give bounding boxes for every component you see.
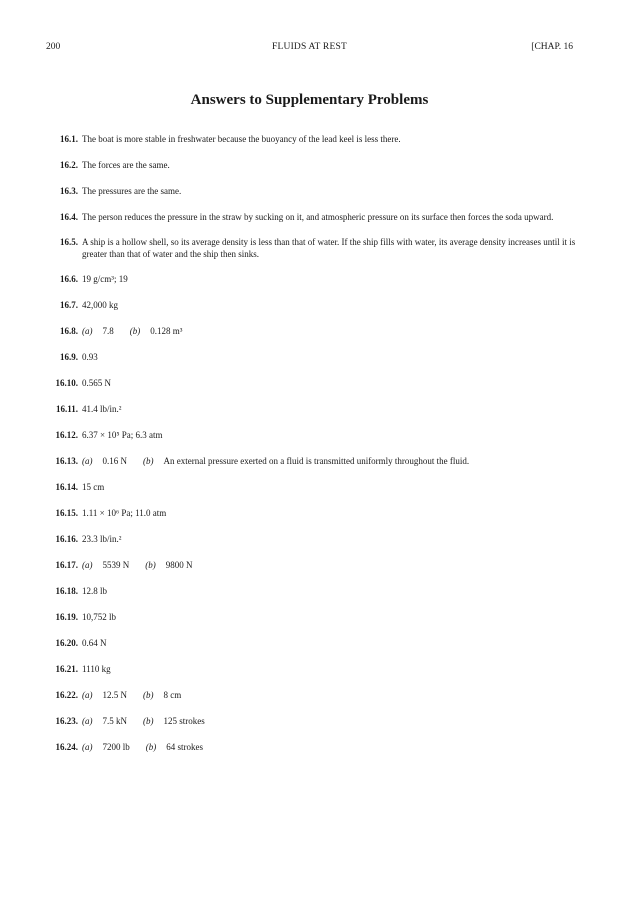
answer-text: 1.11 × 10⁶ Pa; 11.0 atm <box>82 507 167 518</box>
answer-item <box>40 663 580 675</box>
answer-item <box>40 273 580 285</box>
part-a-label: (a) <box>82 559 93 570</box>
answer-text: 42,000 kg <box>82 299 118 310</box>
answer-item <box>40 481 580 493</box>
answer-item <box>40 741 580 753</box>
part-a-value: 7200 lb <box>102 741 130 752</box>
answer-number: 16.15. <box>55 507 78 518</box>
answer-item <box>40 211 580 224</box>
part-b-value: 64 strokes <box>166 741 204 752</box>
answer-item <box>40 689 580 701</box>
part-a-value: 0.16 N <box>102 455 127 466</box>
part-b-label: (b) <box>145 741 157 752</box>
answer-item <box>40 299 580 311</box>
answer-number: 16.16. <box>55 533 78 544</box>
answer-text: 19 g/cm³; 19 <box>82 273 128 284</box>
part-a-value: 7.5 kN <box>102 715 127 726</box>
answer-parts <box>82 715 580 727</box>
answer-number: 16.8. <box>60 325 78 336</box>
answer-number: 16.1. <box>60 134 78 144</box>
answer-number: 16.12. <box>55 429 78 440</box>
answer-item <box>40 377 580 389</box>
answer-number: 16.7. <box>60 299 78 310</box>
page-number: 200 <box>46 42 61 52</box>
answer-text: 41.4 lb/in.² <box>82 403 122 414</box>
answer-item <box>40 403 580 415</box>
answer-item <box>40 611 580 623</box>
answer-number: 16.10. <box>55 377 78 388</box>
answer-text: 1110 kg <box>82 663 111 674</box>
answer-number: 16.21. <box>55 663 78 674</box>
answer-parts <box>82 689 580 701</box>
answer-item <box>40 351 580 363</box>
answer-item <box>40 455 580 467</box>
chapter-reference: [CHAP. 16 <box>531 42 573 52</box>
answer-number: 16.23. <box>55 715 78 726</box>
part-b-label: (b) <box>143 455 154 466</box>
answer-item <box>40 559 580 571</box>
answer-text: 15 cm <box>82 481 105 492</box>
answer-text: 23.3 lb/in.² <box>82 533 122 544</box>
part-b-value: 125 strokes <box>163 715 205 726</box>
answer-number: 16.14. <box>55 481 78 492</box>
answer-item <box>40 159 580 171</box>
answer-text: A ship is a hollow shell, so its average density is less than that of water. If the ship fills with water, its average density increases until it is greater than that of water and the ship then sinks. <box>82 236 576 260</box>
part-a-label: (a) <box>82 689 93 700</box>
part-b-value: 8 cm <box>163 689 182 700</box>
part-b-label: (b) <box>143 715 154 726</box>
answer-number: 16.2. <box>60 160 78 170</box>
answer-text: 0.93 <box>82 351 98 362</box>
answer-number: 16.22. <box>55 689 78 700</box>
answer-number: 16.24. <box>55 741 78 752</box>
part-b-label: (b) <box>145 559 156 570</box>
answer-number: 16.6. <box>60 273 78 284</box>
answer-text: 12.8 lb <box>82 585 108 596</box>
answer-item <box>40 325 580 337</box>
part-b-value: 0.128 m³ <box>150 325 183 336</box>
answer-item <box>40 585 580 597</box>
answer-text: 10,752 lb <box>82 611 117 622</box>
answer-number: 16.17. <box>55 559 78 570</box>
answer-item <box>40 715 580 727</box>
running-header <box>46 42 573 56</box>
answer-number: 16.5. <box>60 236 78 247</box>
answer-number: 16.13. <box>55 455 78 466</box>
answer-parts <box>82 741 580 753</box>
part-b-label: (b) <box>143 689 154 700</box>
part-a-label: (a) <box>82 715 93 726</box>
answer-number: 16.20. <box>55 637 78 648</box>
answer-number: 16.11. <box>55 403 78 414</box>
answer-text: The person reduces the pressure in the straw by sucking on it, and atmospheric pressure on its surface then forces the soda upward. <box>82 212 554 222</box>
answer-item <box>40 236 580 261</box>
part-a-value: 12.5 N <box>102 689 127 700</box>
answer-text: The pressures are the same. <box>82 186 182 196</box>
answer-text: The forces are the same. <box>82 160 170 170</box>
section-title: Answers to Supplementary Problems <box>190 92 429 108</box>
part-b-value: An external pressure exerted on a fluid is transmitted uniformly throughout the fluid. <box>163 455 470 466</box>
answers-list <box>40 133 580 767</box>
part-a-value: 7.8 <box>102 325 114 336</box>
part-b-value: 9800 N <box>165 559 193 570</box>
answer-parts <box>82 455 580 467</box>
answer-number: 16.3. <box>60 186 78 196</box>
part-a-label: (a) <box>82 455 93 466</box>
answer-item <box>40 533 580 545</box>
answer-item <box>40 507 580 519</box>
answer-text: 6.37 × 10⁵ Pa; 6.3 atm <box>82 429 163 440</box>
answer-item <box>40 185 580 197</box>
answer-number: 16.18. <box>55 585 78 596</box>
answer-text: 0.565 N <box>82 377 111 388</box>
part-a-label: (a) <box>82 741 93 752</box>
answer-item <box>40 637 580 649</box>
answer-number: 16.19. <box>55 611 78 622</box>
part-a-value: 5539 N <box>102 559 130 570</box>
part-a-label: (a) <box>82 325 93 336</box>
answer-parts <box>82 325 580 337</box>
answer-text: 0.64 N <box>82 637 107 648</box>
answer-number: 16.9. <box>60 351 78 362</box>
answer-item <box>40 429 580 441</box>
part-b-label: (b) <box>129 325 141 336</box>
chapter-title: FLUIDS AT REST <box>272 42 347 52</box>
answer-number: 16.4. <box>60 212 78 222</box>
answer-text: The boat is more stable in freshwater because the buoyancy of the lead keel is less there. <box>82 134 401 144</box>
answer-item <box>40 133 580 145</box>
answer-parts <box>82 559 580 571</box>
